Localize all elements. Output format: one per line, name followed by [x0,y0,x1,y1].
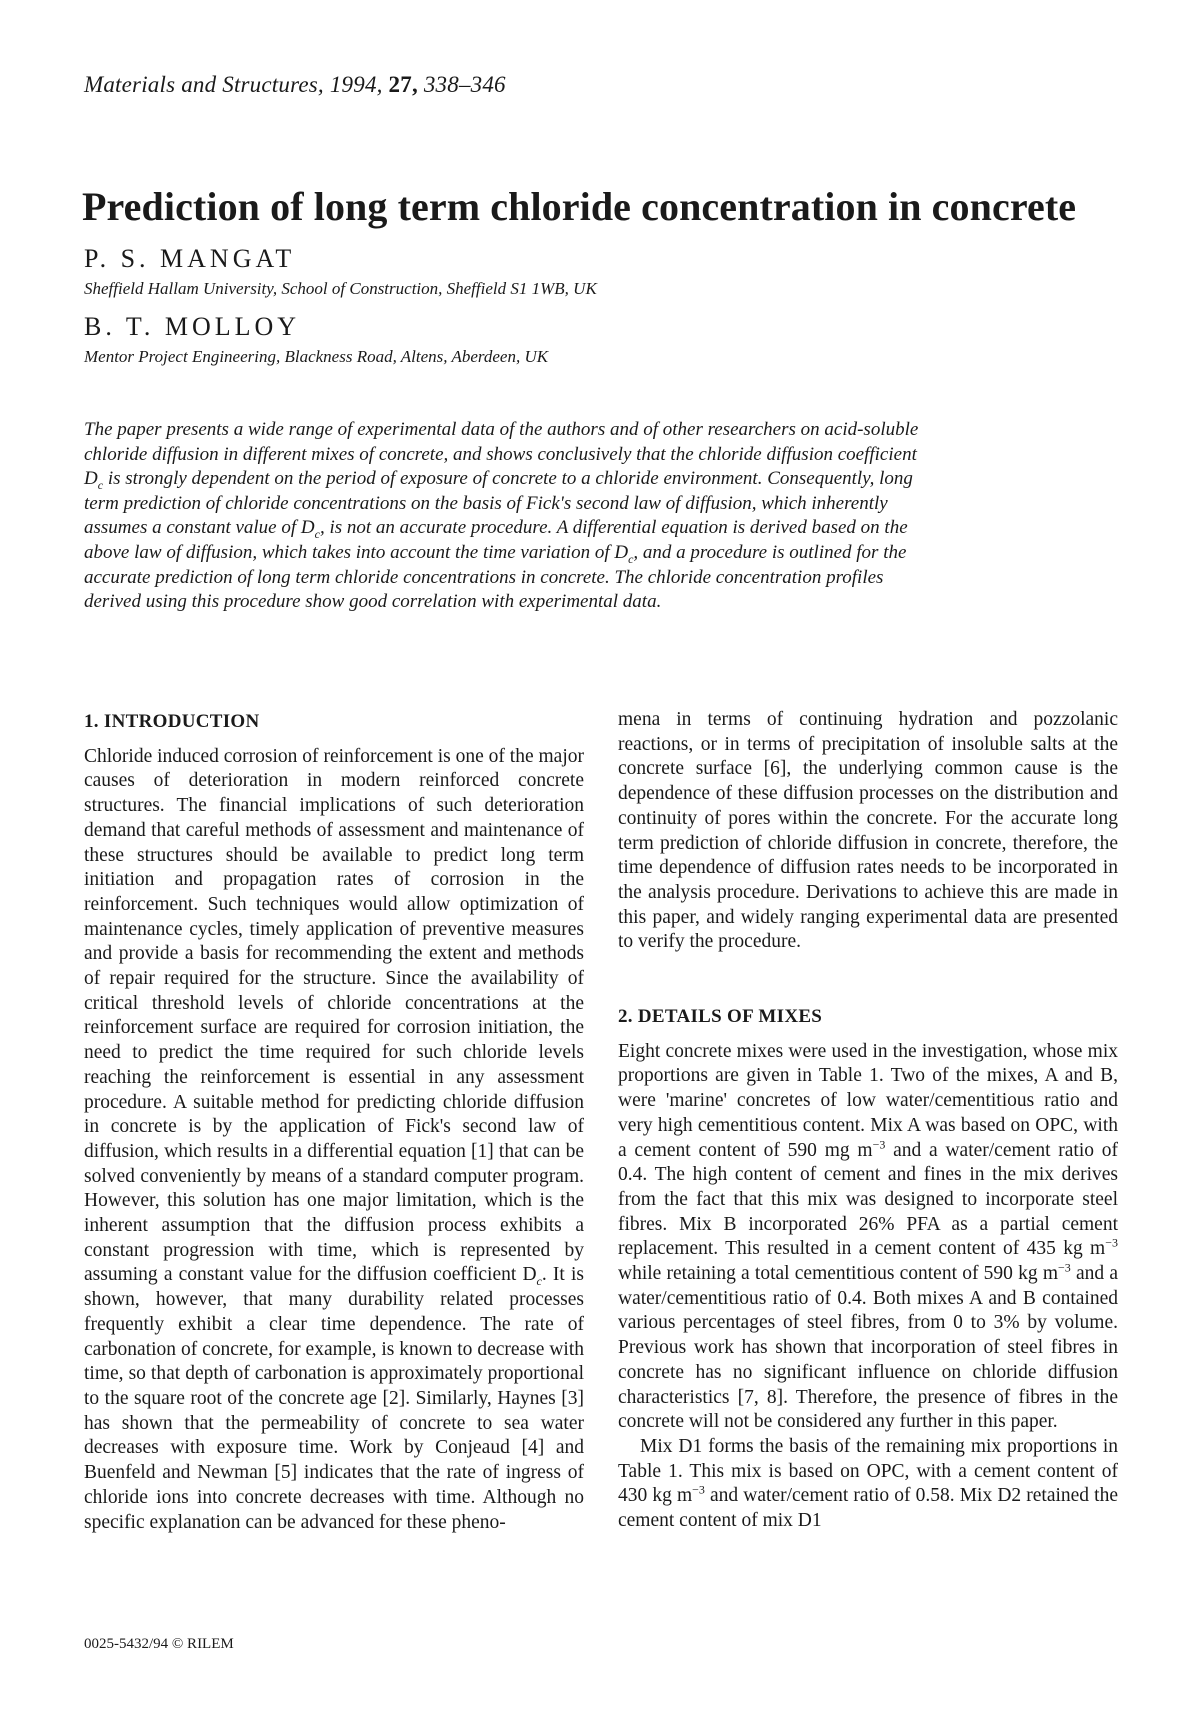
journal-volume: 27, [388,72,418,97]
issn-footer: 0025-5432/94 © RILEM [84,1636,234,1652]
author-name: P. S. MANGAT [84,244,296,273]
journal-citation [84,72,506,98]
paper-title: Prediction of long term chloride concentration in concrete [82,184,1077,229]
journal-pages: 338–346 [423,72,506,97]
author-affiliation: Sheffield Hallam University, School of Construction, Sheffield S1 1WB, UK [84,279,597,298]
body-paragraph: Mix D1 forms the basis of the remaining mix proportions in Table 1. This mix is based on OPC, with a cement content of 430 kg $m^{-3}$ and water/cement ratio of 0.58. Mix D2 retained the cement content of mix D1 [618,1435,1118,1532]
author-name: B. T. MOLLOY [84,312,301,341]
author-affiliation: Mentor Project Engineering, Blackness Road, Altens, Aberdeen, UK [84,347,549,366]
section-heading: 1. INTRODUCTION [84,711,260,732]
section-heading: 2. DETAILS OF MIXES [618,1006,823,1028]
journal-year: 1994, [329,72,383,97]
body-paragraph: mena in terms of continuing hydration and pozzolanic reactions, or in terms of precipitation of insoluble salts at the concrete surface [6], the underlying common cause is the dependence of these diffusion processes on the distribution and continuity of pores within the concrete. For the accurate long term prediction of chloride diffusion in concrete, therefore, the time dependence of diffusion rates needs to be incorporated in the analysis procedure. Derivations to achieve this are made in this paper, and widely ranging experimental data are presented to verify the procedure. [618,709,1118,953]
journal-name: Materials and Structures, [84,72,324,97]
body-paragraph: Chloride induced corrosion of reinforcement is one of the major causes of deterioration in modern reinforced concrete structures. The financial implications of such deterioration demand that careful methods of assessment and maintenance of these structures should be available to predict long term initiation and propagation rates of corrosion in the reinforcement. Such techniques would allow optimization of maintenance cycles, timely application of preventive measures and provide a basis for recommending the extent and methods of repair required for the structure. Since the availability of critical threshold levels of chloride concentrations at the reinforcement surface are required for corrosion initiation, the need to predict the time required for such chloride levels reaching the reinforcement is essential in any assessment procedure. A suitable method for predicting chloride diffusion in concrete is by the application of Fick's second law of diffusion, which results in a differential equation [1] that can be solved conveniently by means of a standard computer program. However, this solution has one major limitation, which is the inherent assumption that the diffusion process exhibits a constant progression with time, which is represented by assuming a constant value for the diffusion coefficient $D_c$. It is shown, however, that many durability related processes frequently exhibit a clear time dependence. The rate of carbonation of concrete, for example, is known to decrease with time, so that depth of carbonation is approximately proportional to the square root of the concrete age [2]. Similarly, Haynes [3] has shown that the permeability of concrete to sea water decreases with exposure time. Work by Conjeaud [4] and Buenfeld and Newman [5] indicates that the rate of ingress of chloride ions into concrete decreases with time. Although no specific explanation can be advanced for these pheno- [84,745,584,1533]
body-paragraph: Eight concrete mixes were used in the investigation, whose mix proportions are given in Table 1. Two of the mixes, A and B, were 'marine' concretes of low water/cementitious ratio and very high cementitious content. Mix A was based on OPC, with a cement content of 590 mg $m^{-3}$ and a water/cement ratio of 0.4. The high content of cement and fines in the mix derives from the fact that this mix was designed to incorporate steel fibres. Mix B incorporated 26% PFA as a partial cement replacement. This resulted in a cement content of 435 kg $m^{-3}$ while retaining a total cementitious content of 590 kg $m^{-3}$ and a water/cementitious ratio of 0.4. Both mixes A and B contained various percentages of steel fibres, from 0 to 3% by volume. Previous work has shown that incorporation of steel fibres in concrete has no significant influence on chloride diffusion characteristics [7, 8]. Therefore, the presence of fibres in the concrete will not be considered any further in this paper. [618,1040,1119,1433]
right-column [618,708,1118,1534]
abstract: The paper presents a wide range of experimental data of the authors and of other researchers on acid-soluble chloride diffusion in different mixes of concrete, and shows conclusively that the chloride diffusion coefficient $D_c$ is strongly dependent on the period of exposure of concrete to a chloride environment. Consequently, long term prediction of chloride concentrations on the basis of Fick's second law of diffusion, which inherently assumes a constant value of $D_c$, is not an accurate procedure. A differential equation is derived based on the above law of diffusion, which takes into account the time variation of $D_c$, and a procedure is outlined for the accurate prediction of long term chloride concentrations in concrete. The chloride concentration profiles derived using this procedure show good correlation with experimental data. [84,419,919,613]
left-column [84,710,584,1535]
